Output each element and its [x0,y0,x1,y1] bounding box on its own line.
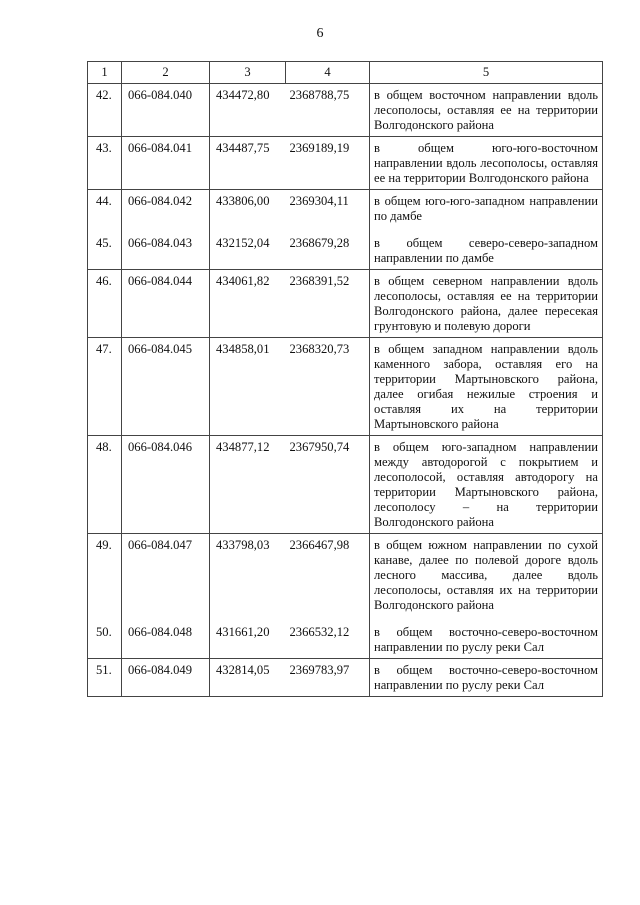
boundary-description: в общем восточно-северо-восточном направлении по руслу реки Сал [374,663,598,692]
point-number: 50. [96,625,112,639]
coordinate-y-cell [286,338,370,436]
column-header-1: 1 [88,62,122,84]
coordinate-x-cell [210,436,286,534]
boundary-description: в общем восточно-северо-восточном направлении по руслу реки Сал [374,625,598,654]
coordinate-x-cell [210,338,286,436]
coordinate-x: 434877,12 [216,440,270,454]
table-row [88,84,603,137]
boundary-description: в общем северном направлении вдоль лесополосы, оставляя ее на территории Волгодонского района, далее пересекая грунтовую и полевую дороги [374,274,598,333]
point-code-cell [122,436,210,534]
point-code: 066-084.046 [128,440,193,454]
coordinate-y: 2369189,19 [289,141,350,155]
boundary-description-cell [370,338,603,436]
boundary-description-cell [370,270,603,338]
coordinate-x-cell [210,270,286,338]
coordinate-x: 434858,01 [216,342,270,356]
point-number-cell [88,190,122,270]
boundary-description-cell [370,190,603,270]
point-number-cell [88,659,122,697]
coordinate-y-cell [286,659,370,697]
column-header-4: 4 [286,62,370,84]
boundary-description: в общем восточном направлении вдоль лесополосы, оставляя ее на территории Волгодонского района [374,88,598,132]
boundary-description: в общем северо-северо-западном направлении по дамбе [374,236,598,265]
coordinate-x: 433806,00 [216,194,270,208]
point-number: 51. [96,663,112,677]
point-number: 45. [96,236,112,250]
point-code-cell [122,659,210,697]
point-number: 48. [96,440,112,454]
coordinate-x-cell [210,659,286,697]
boundary-points-table [87,61,603,697]
point-code: 066-084.048 [128,625,193,639]
coordinate-x: 434061,82 [216,274,270,288]
point-number: 46. [96,274,112,288]
coordinate-x: 432814,05 [216,663,270,677]
boundary-description: в общем юго-юго-западном направлении по дамбе [374,194,598,223]
coordinate-y: 2367950,74 [289,440,350,454]
table-body [88,84,603,697]
point-number-cell [88,338,122,436]
column-header-2: 2 [122,62,210,84]
coordinate-x-cell [210,190,286,270]
point-number-cell [88,534,122,659]
point-code-cell [122,190,210,270]
point-number: 43. [96,141,112,155]
point-number-cell [88,436,122,534]
boundary-description: в общем юго-юго-восточном направлении вдоль лесополосы, оставляя ее на территории Волгодонского района [374,141,598,185]
point-code: 066-084.042 [128,194,193,208]
point-code-cell [122,270,210,338]
coordinate-x: 432152,04 [216,236,270,250]
boundary-description: в общем западном направлении вдоль каменного забора, оставляя его на территории Мартыновского района, далее огибая нежилые строения и оставляя их на территории Мартыновского района [374,342,598,431]
point-code: 066-084.044 [128,274,193,288]
table-header-row [88,62,603,84]
boundary-description: в общем южном направлении по сухой канаве, далее по полевой дороге вдоль лесного массива, далее вдоль лесополосы, оставляя их на территории Волгодонского района [374,538,598,612]
coordinate-y: 2368788,75 [289,88,350,102]
coordinate-x-cell [210,137,286,190]
coordinate-y: 2366467,98 [289,538,350,552]
table-row [88,338,603,436]
table-row [88,659,603,697]
point-code-cell [122,338,210,436]
table-row [88,137,603,190]
boundary-description-cell [370,436,603,534]
coordinate-y-cell [286,137,370,190]
point-code: 066-084.043 [128,236,193,250]
point-code: 066-084.049 [128,663,193,677]
coordinate-y-cell [286,270,370,338]
coordinate-x: 431661,20 [216,625,270,639]
boundary-description-cell [370,84,603,137]
coordinate-y: 2369783,97 [289,663,350,677]
page-number: 6 [316,26,324,41]
point-number: 44. [96,194,112,208]
point-code: 066-084.040 [128,88,193,102]
point-number: 42. [96,88,112,102]
coordinate-y-cell [286,190,370,270]
coordinate-y: 2368320,73 [289,342,350,356]
coordinate-x-cell [210,534,286,659]
column-header-5: 5 [370,62,603,84]
table-row [88,534,603,659]
point-code: 066-084.045 [128,342,193,356]
coordinate-y: 2368679,28 [289,236,350,250]
point-code: 066-084.041 [128,141,193,155]
coordinate-y-cell [286,534,370,659]
point-code: 066-084.047 [128,538,193,552]
point-number-cell [88,137,122,190]
coordinate-y: 2366532,12 [289,625,350,639]
point-number-cell [88,84,122,137]
table-row [88,270,603,338]
table-row [88,436,603,534]
coordinate-y: 2369304,11 [289,194,349,208]
point-number: 47. [96,342,112,356]
coordinate-x-cell [210,84,286,137]
coordinate-x: 433798,03 [216,538,270,552]
coordinate-y: 2368391,52 [289,274,350,288]
coordinate-y-cell [286,436,370,534]
boundary-description-cell [370,659,603,697]
point-code-cell [122,84,210,137]
column-header-3: 3 [210,62,286,84]
boundary-description: в общем юго-западном направлении между автодорогой с покрытием и лесополосой, оставляя автодорогу на территории Мартыновского района, лесополосу – на территории Волгодонского района [374,440,598,529]
boundary-description-cell [370,137,603,190]
table-row [88,190,603,270]
coordinate-x: 434487,75 [216,141,270,155]
point-code-cell [122,137,210,190]
coordinate-x: 434472,80 [216,88,270,102]
point-number-cell [88,270,122,338]
coordinate-y-cell [286,84,370,137]
point-number: 49. [96,538,112,552]
point-code-cell [122,534,210,659]
boundary-description-cell [370,534,603,659]
